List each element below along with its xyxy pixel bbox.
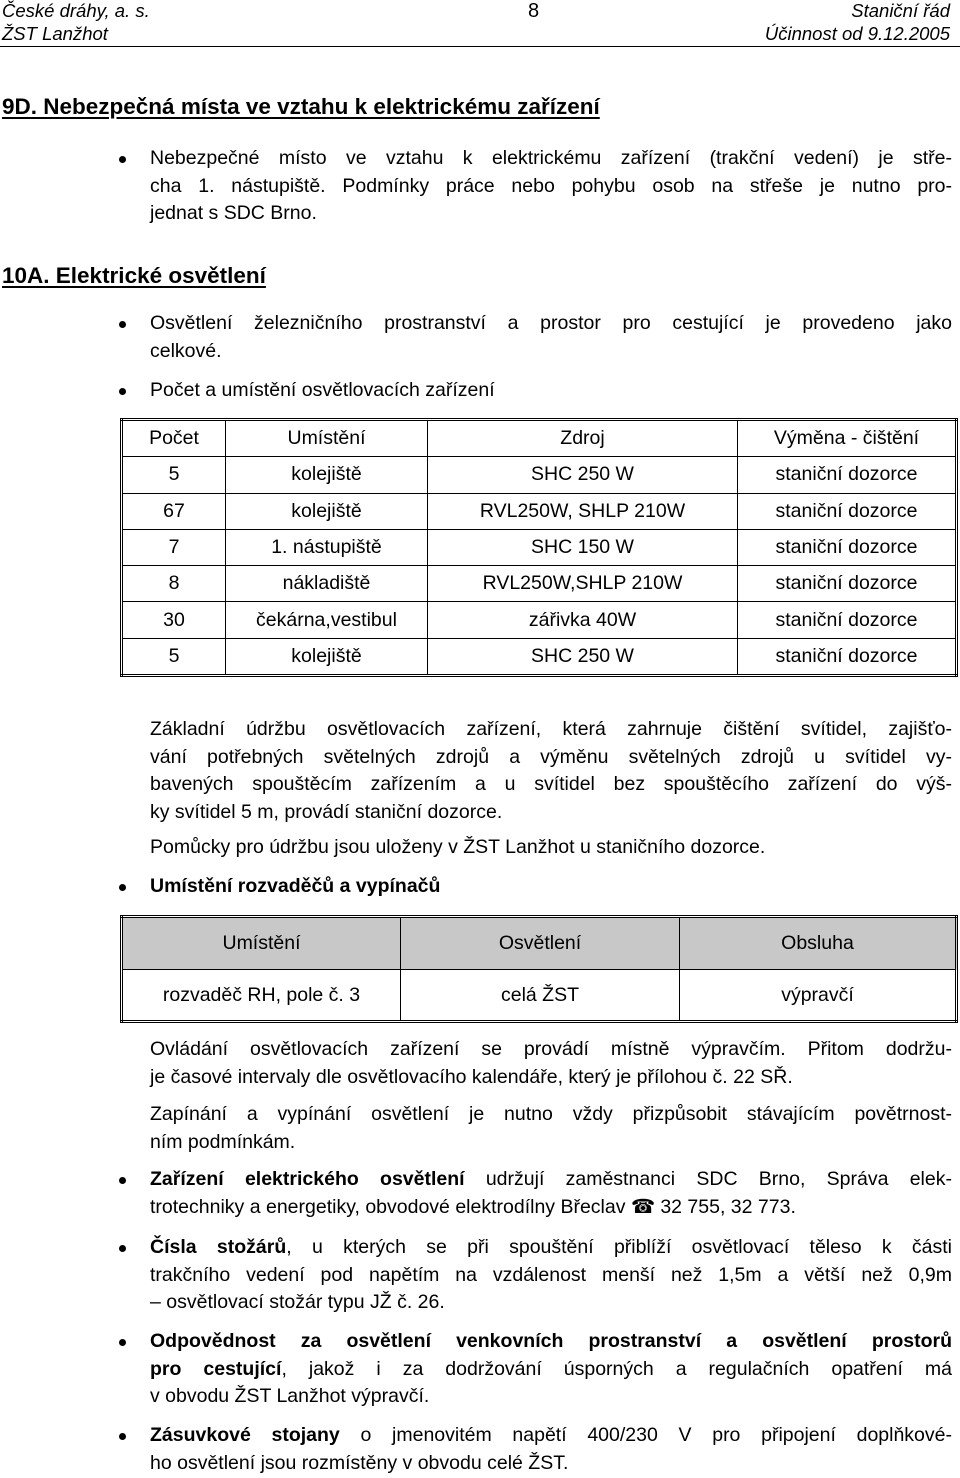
table-cell: SHC 250 W bbox=[428, 457, 738, 493]
header-cell: Obsluha bbox=[680, 917, 957, 970]
table-cell: RVL250W,SHLP 210W bbox=[428, 566, 738, 602]
text-run: o jmenovitém napětí 400/230 V pro připojení doplňkové- bbox=[339, 1424, 952, 1446]
table-cell: SHC 250 W bbox=[428, 638, 738, 675]
paragraph-text bbox=[150, 1101, 952, 1156]
table-cell: staniční dozorce bbox=[738, 457, 957, 493]
text-line bbox=[150, 1422, 952, 1450]
mast-numbers-bullet bbox=[150, 1234, 952, 1317]
lighting-table bbox=[120, 418, 958, 677]
paragraph-text bbox=[150, 716, 952, 826]
text-line: Nebezpečné místo ve vztahu k elektrickému zařízení (trakční vedení) je stře- bbox=[150, 147, 952, 169]
table-row bbox=[122, 457, 957, 493]
text-line: Zapínání a vypínání osvětlení je nutno vždy přizpůsobit stávajícím povětrnost- bbox=[150, 1103, 952, 1125]
table-cell: 1. nástupiště bbox=[226, 529, 428, 565]
bold-term: pro cestující bbox=[150, 1357, 282, 1380]
responsibility-bullet bbox=[150, 1328, 952, 1411]
bullet-text bbox=[150, 310, 952, 365]
text-line: – osvětlovací stožár typu JŽ č. 26. bbox=[150, 1291, 445, 1313]
table-cell: 5 bbox=[122, 638, 226, 675]
table-cell: SHC 150 W bbox=[428, 529, 738, 565]
bullet-icon bbox=[119, 1433, 126, 1440]
header-cell: Zdroj bbox=[428, 420, 738, 457]
table-cell: staniční dozorce bbox=[738, 566, 957, 602]
text-line: Osvětlení železničního prostranství a prostor pro cestující je provedeno jako bbox=[150, 312, 952, 334]
table-row bbox=[122, 529, 957, 565]
bold-term: Odpovědnost za osvětlení venkovních prostranství a osvětlení prostorů bbox=[150, 1330, 952, 1352]
table-row bbox=[122, 566, 957, 602]
switchboards-bullet bbox=[150, 873, 952, 901]
table-cell: rozvaděč RH, pole č. 3 bbox=[122, 970, 401, 1022]
table-header-row bbox=[122, 420, 957, 457]
bold-term: Čísla stožárů bbox=[150, 1236, 287, 1258]
bullet-text: Počet a umístění osvětlovacích zařízení bbox=[150, 379, 495, 401]
table-row bbox=[122, 638, 957, 675]
table-cell: staniční dozorce bbox=[738, 529, 957, 565]
text-line: ním podmínkám. bbox=[150, 1130, 296, 1153]
table-cell: kolejiště bbox=[226, 457, 428, 493]
bullet-icon bbox=[119, 1177, 126, 1184]
phone-numbers: 32 755, 32 773. bbox=[660, 1195, 796, 1218]
effective-date: Účinnost od 9.12.2005 bbox=[764, 23, 950, 44]
bullet-icon bbox=[119, 321, 126, 328]
bold-term: Zásuvkové stojany bbox=[150, 1424, 340, 1446]
table-row bbox=[122, 970, 957, 1022]
text-line: ho osvětlení jsou rozmístěny v obvodu celé ŽST. bbox=[150, 1451, 569, 1474]
text-line: Ovládání osvětlovacích zařízení se provádí místně výpravčím. Přitom dodržu- bbox=[150, 1038, 952, 1060]
maintenance-paragraph bbox=[150, 716, 952, 826]
text-line bbox=[150, 1166, 952, 1194]
table-cell: čekárna,vestibul bbox=[226, 602, 428, 638]
section-10a-heading: 10A. Elektrické osvětlení bbox=[2, 263, 266, 288]
paragraph-text bbox=[150, 1036, 952, 1091]
bullet-icon bbox=[119, 388, 126, 395]
table-cell: staniční dozorce bbox=[738, 602, 957, 638]
page-number: 8 bbox=[528, 0, 540, 22]
text-line: je časové intervaly dle osvětlovacího kalendáře, který je přílohou č. 22 SŘ. bbox=[150, 1065, 793, 1088]
text-line bbox=[150, 1328, 952, 1356]
table-cell: staniční dozorce bbox=[738, 638, 957, 675]
table-row bbox=[122, 493, 957, 529]
table-cell: kolejiště bbox=[226, 638, 428, 675]
company-name: České dráhy, a. s. bbox=[2, 0, 150, 21]
station-name: ŽST Lanžhot bbox=[2, 23, 108, 44]
text-line: celkové. bbox=[150, 339, 222, 362]
bullet-text bbox=[150, 1234, 952, 1317]
header-cell: Umístění bbox=[122, 917, 401, 970]
bullet-icon bbox=[119, 1339, 126, 1346]
text-run: udržují zaměstnanci SDC Brno, Správa elek- bbox=[464, 1168, 952, 1190]
table-cell: RVL250W, SHLP 210W bbox=[428, 493, 738, 529]
table-cell: 5 bbox=[122, 457, 226, 493]
section-9d-heading: 9D. Nebezpečná místa ve vztahu k elektrickému zařízení bbox=[2, 94, 600, 119]
bullet-icon bbox=[119, 156, 126, 163]
text-line bbox=[150, 1356, 952, 1384]
section-10a-bullet-1 bbox=[150, 310, 952, 365]
table-cell: celá ŽST bbox=[401, 970, 680, 1022]
table-cell: kolejiště bbox=[226, 493, 428, 529]
text-line: Základní údržbu osvětlovacích zařízení, která zahrnuje čištění svítidel, zajišťo- bbox=[150, 718, 952, 740]
text-line: jednat s SDC Brno. bbox=[150, 202, 317, 224]
switchboard-table bbox=[120, 915, 958, 1023]
document-type: Staniční řád bbox=[851, 0, 950, 21]
maintenance-staff-bullet bbox=[150, 1166, 952, 1221]
table-cell: výpravčí bbox=[680, 970, 957, 1022]
table-cell: 30 bbox=[122, 602, 226, 638]
switching-paragraph bbox=[150, 1101, 952, 1156]
table-cell: zářivka 40W bbox=[428, 602, 738, 638]
table-cell: nákladiště bbox=[226, 566, 428, 602]
bullet-text bbox=[150, 145, 952, 228]
table-row bbox=[122, 602, 957, 638]
header-cell: Počet bbox=[122, 420, 226, 457]
text-line: cha 1. nástupiště. Podmínky práce nebo pohybu osob na střeše je nutno pro- bbox=[150, 174, 952, 197]
section-10a-bullet-2 bbox=[150, 377, 952, 405]
table-cell: staniční dozorce bbox=[738, 493, 957, 529]
header-divider bbox=[0, 46, 960, 47]
header-cell: Umístění bbox=[226, 420, 428, 457]
bold-term: Zařízení elektrického osvětlení bbox=[150, 1168, 465, 1190]
bullet-text bbox=[150, 1422, 952, 1477]
text-run: , jakož i za dodržování úsporných a regulačních opatření má bbox=[281, 1357, 952, 1380]
text-line: trakčního vedení pod napětím na vzdálenost menší než 1,5m a větší než 0,9m bbox=[150, 1263, 952, 1286]
section-9d-bullet bbox=[150, 145, 952, 228]
text-line: ky svítidel 5 m, provádí staniční dozorce. bbox=[150, 800, 503, 823]
text-run: , u kterých se při spouštění přiblíží osvětlovací těleso k části bbox=[286, 1236, 952, 1258]
text-line: bavených spouštěcím zařízením a u svítidel bez spouštěcího zařízení do výš- bbox=[150, 773, 952, 795]
text-line: v obvodu ŽST Lanžhot výpravčí. bbox=[150, 1385, 430, 1407]
bullet-text bbox=[150, 1166, 952, 1221]
control-paragraph bbox=[150, 1036, 952, 1091]
bullet-text bbox=[150, 1328, 952, 1411]
text-line bbox=[150, 1194, 952, 1222]
header-cell: Výměna - čištění bbox=[738, 420, 957, 457]
table-header-row bbox=[122, 917, 957, 970]
table-cell: 67 bbox=[122, 493, 226, 529]
page-header bbox=[0, 0, 960, 50]
table-cell: 7 bbox=[122, 529, 226, 565]
bullet-icon bbox=[119, 884, 126, 891]
text-line: vání potřebných světelných zdrojů a výměnu světelných zdrojů u svítidel vy- bbox=[150, 745, 952, 768]
header-cell: Osvětlení bbox=[401, 917, 680, 970]
paragraph-text: Pomůcky pro údržbu jsou uloženy v ŽST Lanžhot u staničního dozorce. bbox=[150, 836, 766, 858]
text-line bbox=[150, 1234, 952, 1262]
telephone-icon: ☎ bbox=[630, 1195, 656, 1218]
text-run: trotechniky a energetiky, obvodové elektrodílny Břeclav bbox=[150, 1195, 626, 1218]
socket-stands-bullet bbox=[150, 1422, 952, 1477]
tools-paragraph bbox=[150, 834, 952, 862]
table-cell: 8 bbox=[122, 566, 226, 602]
bullet-text: Umístění rozvaděčů a vypínačů bbox=[150, 875, 441, 897]
bullet-icon bbox=[119, 1245, 126, 1252]
